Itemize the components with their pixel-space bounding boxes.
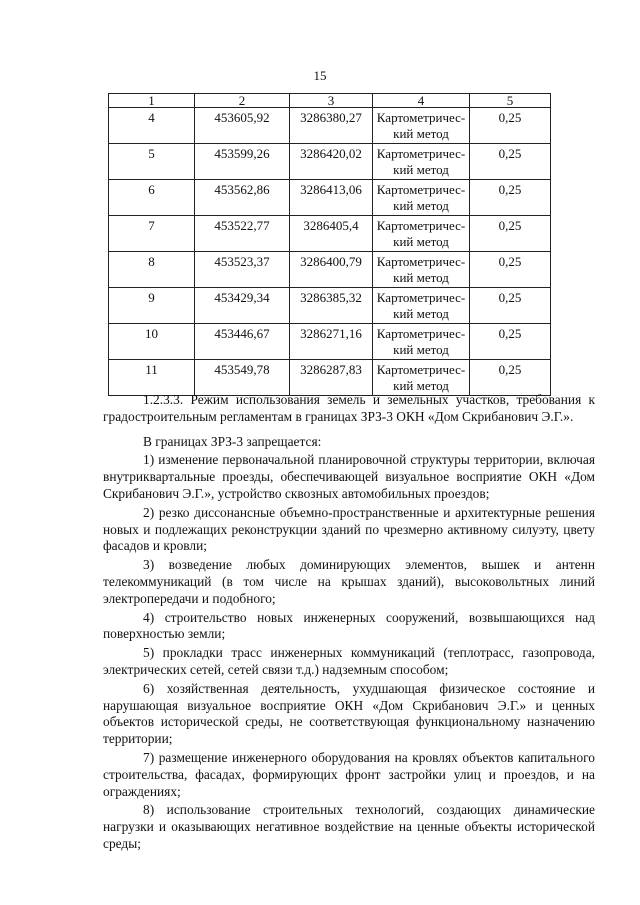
table-row xyxy=(109,180,551,216)
method-line-1: Картометричес- xyxy=(376,254,466,269)
method-line-2: кий метод xyxy=(393,378,449,393)
method-line-1: Картометричес- xyxy=(376,182,466,197)
x-coordinate-cell: 453562,86 xyxy=(195,180,290,216)
point-number-cell: 6 xyxy=(109,180,195,216)
method-line-1: Картометричес- xyxy=(376,146,466,161)
table-row xyxy=(109,144,551,180)
point-number-cell: 9 xyxy=(109,288,195,324)
table-row xyxy=(109,252,551,288)
method-cell xyxy=(373,108,470,144)
x-coordinate-cell: 453446,67 xyxy=(195,324,290,360)
y-coordinate-cell: 3286271,16 xyxy=(290,324,373,360)
header-cell: 4 xyxy=(373,94,470,108)
method-line-2: кий метод xyxy=(393,162,449,177)
restriction-item: 4) строительство новых инженерных сооружений, возвышающихся над поверхностью земли; xyxy=(103,609,595,642)
method-line-2: кий метод xyxy=(393,126,449,141)
method-line-1: Картометричес- xyxy=(376,110,466,125)
y-coordinate-cell: 3286380,27 xyxy=(290,108,373,144)
x-coordinate-cell: 453599,26 xyxy=(195,144,290,180)
x-coordinate-cell: 453549,78 xyxy=(195,360,290,396)
accuracy-cell: 0,25 xyxy=(470,108,551,144)
restriction-item: 2) резко диссонансные объемно-пространственные и архитектурные решения новых и подлежащих реконструкции зданий по чрезмерно активному силуэту, цвету фасадов и кровли; xyxy=(103,504,595,554)
accuracy-cell: 0,25 xyxy=(470,252,551,288)
header-cell: 5 xyxy=(470,94,551,108)
point-number-cell: 10 xyxy=(109,324,195,360)
intro-paragraph: В границах ЗРЗ-3 запрещается: xyxy=(143,433,322,449)
method-line-2: кий метод xyxy=(393,306,449,321)
y-coordinate-cell: 3286385,32 xyxy=(290,288,373,324)
method-line-1: Картометричес- xyxy=(376,362,466,377)
accuracy-cell: 0,25 xyxy=(470,216,551,252)
method-line-2: кий метод xyxy=(393,270,449,285)
restriction-item: 3) возведение любых доминирующих элементов, вышек и антенн телекоммуникаций (в том числе на крышах зданий), высоковольтных линий электропередачи и подобного; xyxy=(103,557,595,606)
restriction-item: 8) использование строительных технологий, создающих динамические нагрузки и оказывающих негативное воздействие на ценные объекты исторической среды; xyxy=(103,802,595,851)
table-row xyxy=(109,360,551,396)
coordinates-table xyxy=(108,93,551,396)
section-heading-paragraph: 1.2.3.3. Режим использования земель и земельных участков, требования к градостроительным регламентам в границах ЗРЗ-3 ОКН «Дом Скрибанович Э.Г.». xyxy=(103,392,595,424)
table-row xyxy=(109,288,551,324)
method-line-2: кий метод xyxy=(393,234,449,249)
y-coordinate-cell: 3286413,06 xyxy=(290,180,373,216)
accuracy-cell: 0,25 xyxy=(470,288,551,324)
y-coordinate-cell: 3286287,83 xyxy=(290,360,373,396)
header-cell: 2 xyxy=(195,94,290,108)
accuracy-cell: 0,25 xyxy=(470,144,551,180)
accuracy-cell: 0,25 xyxy=(470,180,551,216)
point-number-cell: 4 xyxy=(109,108,195,144)
table-row xyxy=(109,216,551,252)
page-number: 15 xyxy=(313,68,327,83)
method-cell xyxy=(373,252,470,288)
point-number-cell: 11 xyxy=(109,360,195,396)
accuracy-cell: 0,25 xyxy=(470,360,551,396)
method-cell xyxy=(373,216,470,252)
method-cell xyxy=(373,180,470,216)
y-coordinate-cell: 3286400,79 xyxy=(290,252,373,288)
method-cell xyxy=(373,144,470,180)
restriction-item: 6) хозяйственная деятельность, ухудшающая физическое состояние и нарушающая визуальное восприятие ОКН «Дом Скрибанович Э.Г.» и ценных объектов исторической среды, не соответствующая функциональному назначению территории; xyxy=(103,680,595,747)
header-cell: 1 xyxy=(109,94,195,108)
restriction-item: 1) изменение первоначальной планировочной структуры территории, включая внутриквартальные проезды, обеспечивающей визуальное восприятие ОКН «Дом Скрибанович Э.Г.», устройство сквозных автомобильных проездов; xyxy=(103,452,595,501)
x-coordinate-cell: 453522,77 xyxy=(195,216,290,252)
point-number-cell: 5 xyxy=(109,144,195,180)
table-row xyxy=(109,324,551,360)
point-number-cell: 8 xyxy=(109,252,195,288)
x-coordinate-cell: 453523,37 xyxy=(195,252,290,288)
method-cell xyxy=(373,324,470,360)
table-row xyxy=(109,108,551,144)
method-cell xyxy=(373,360,470,396)
method-line-1: Картометричес- xyxy=(376,290,466,305)
accuracy-cell: 0,25 xyxy=(470,324,551,360)
method-line-1: Картометричес- xyxy=(376,326,466,341)
method-line-1: Картометричес- xyxy=(376,218,466,233)
y-coordinate-cell: 3286405,4 xyxy=(290,216,373,252)
restriction-item: 7) размещение инженерного оборудования на кровлях объектов капитального строительства, фасадах, формирующих фронт застройки улиц и проездов, и на ограждениях; xyxy=(103,749,595,799)
x-coordinate-cell: 453429,34 xyxy=(195,288,290,324)
table-header-row xyxy=(109,94,551,108)
method-line-2: кий метод xyxy=(393,198,449,213)
header-cell: 3 xyxy=(290,94,373,108)
method-line-2: кий метод xyxy=(393,342,449,357)
y-coordinate-cell: 3286420,02 xyxy=(290,144,373,180)
method-cell xyxy=(373,288,470,324)
point-number-cell: 7 xyxy=(109,216,195,252)
restriction-item: 5) прокладки трасс инженерных коммуникаций (теплотрасс, газопровода, электрических сетей, сетей связи т.д.) надземным способом; xyxy=(103,645,595,677)
x-coordinate-cell: 453605,92 xyxy=(195,108,290,144)
body-text xyxy=(103,392,595,853)
